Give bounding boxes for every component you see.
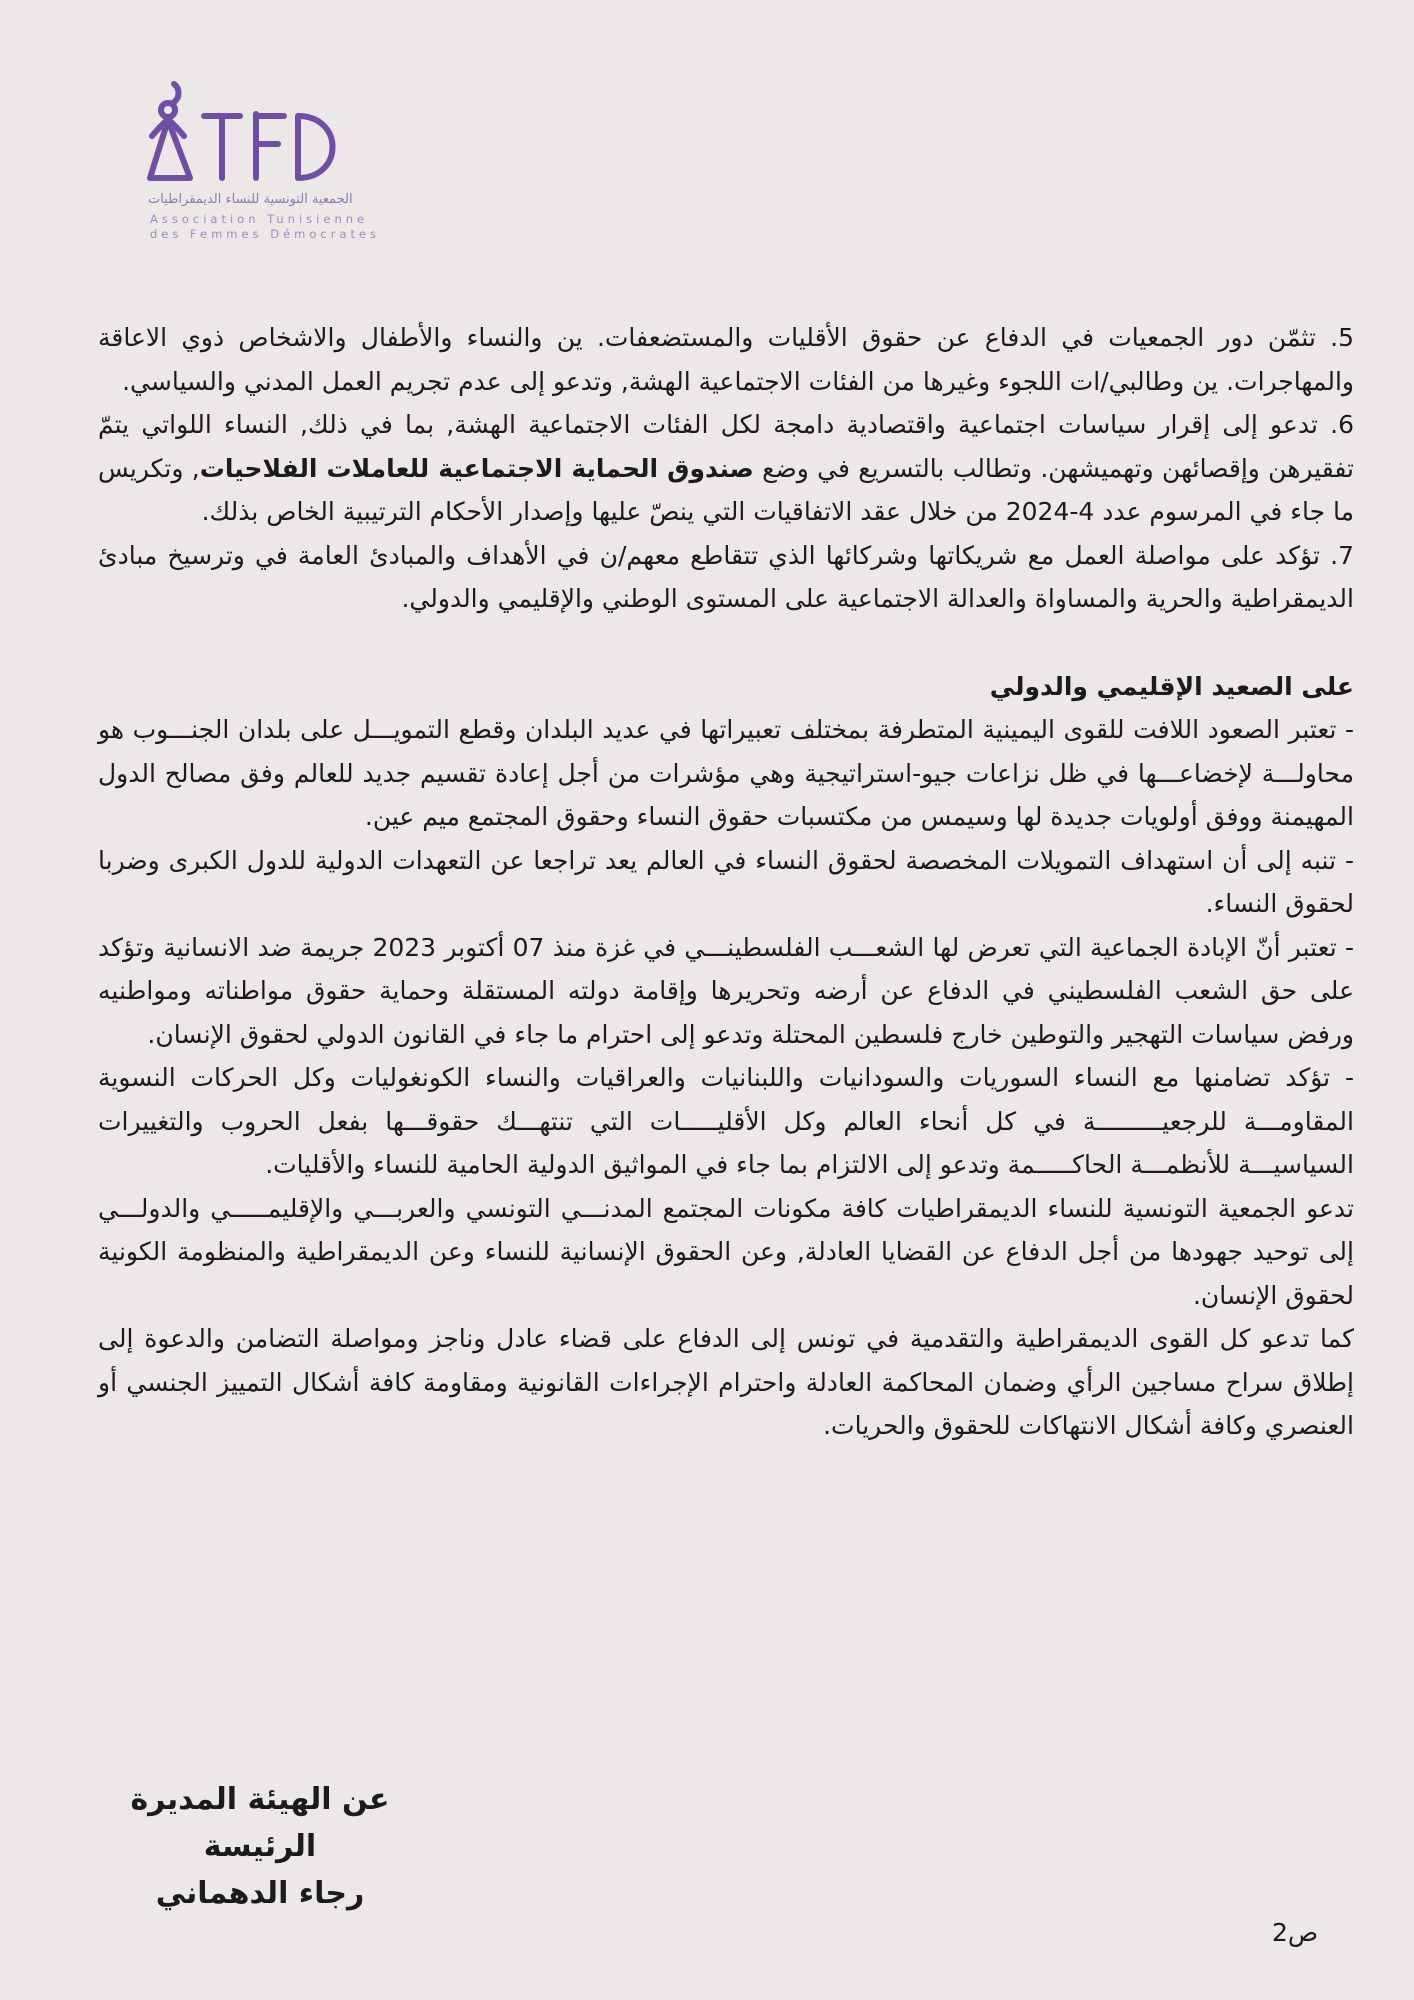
atfd-logo <box>140 78 410 248</box>
document-body <box>98 316 1354 1448</box>
logo-french-name: Association Tunisienne des Femmes Démocrates <box>150 212 381 241</box>
call-civil-society: تدعو الجمعية التونسية للنساء الديمقراطيات كافة مكونات المجتمع المدنـــي التونسي والعربـــي والإقليمـــــي والدولـــي إلى توحيد جهودها من أجل الدفاع عن القضايا العادلة, وعن الحقوق الإنسانية للنساء وعن الديمقراطية والمنظومة الكونية لحقوق الإنسان. <box>98 1193 1354 1310</box>
fund-name: صندوق الحماية الاجتماعية للعاملات الفلاحيات <box>199 453 754 483</box>
spacer <box>98 621 1354 665</box>
item-6: 6. تدعو إلى إقرار سياسات اجتماعية واقتصادية دامجة لكل الفئات الاجتماعية الهشة, بما في ذلك, النساء اللواتي يتمّ تفقيرهن وإقصائهن وتهميشهن. وتطالب بالتسريع في وضع صندوق الحماية الاجتماعية للعاملات الفلاحيات, وتكريس ما جاء في المرسوم عدد 4-2024 من خلال عقد الاتفاقيات التي ينصّ عليها وإصدار الأحكام الترتيبية الخاص بذلك. <box>98 410 1354 526</box>
section-heading: على الصعيد الإقليمي والدولي <box>989 671 1354 701</box>
bullet-palestine: - تعتبر أنّ الإبادة الجماعية التي تعرض لها الشعـــب الفلسطينـــي في غزة منذ 07 أكتوبر 2023 جريمة ضد الانسانية وتؤكد على حق الشعب الفلسطيني في الدفاع عن أرضه وتحريرها وإقامة دولته المستقلة وحماية حقوق مواطناته ومواطنيه ورفض سياسات التهجير والتوطين خارج فلسطين المحتلة وتدعو إلى احترام ما جاء في القانون الدولي لحقوق الإنسان. <box>98 932 1354 1049</box>
page-number: ص2 <box>1272 1918 1319 1947</box>
item-5: 5. تثمّن دور الجمعيات في الدفاع عن حقوق الأقليات والمستضعفات. ين والنساء والأطفال والاشخاص ذوي الاعاقة والمهاجرات. ين وطالبي/ات اللجوء وغيرها من الفئات الاجتماعية الهشة, وتدعو إلى عدم تجريم العمل المدني والسياسي. <box>98 323 1354 396</box>
signature-line-board: عن الهيئة المديرة <box>130 1782 390 1817</box>
logo-arabic-name: الجمعية التونسية للنساء الديمقراطيات <box>148 192 353 207</box>
signature-line-role: الرئيسة <box>203 1829 317 1864</box>
logo-wordmark <box>144 78 344 190</box>
signature-block <box>100 1776 420 1917</box>
bullet-solidarity: - تؤكد تضامنها مع النساء السوريات والسودانيات واللبنانيات والعراقيات والنساء الكونغوليات وكل الحركات النسوية المقاومـــة للرجعيـــــــــة في كل أنحاء العالم وكل الأقليـــــات التي تنتهـــك حقوقـــها بفعل الحروب والتغييرات السياسيـــة للأنظمـــة الحاكـــــمة وتدعو إلى الالتزام بما جاء في المواثيق الدولية الحامية للنساء والأقليات. <box>98 1063 1354 1179</box>
call-democratic-forces: كما تدعو كل القوى الديمقراطية والتقدمية في تونس إلى الدفاع على قضاء عادل وناجز ومواصلة التضامن والدعوة إلى إطلاق سراح مساجين الرأي وضمان المحاكمة العادلة واحترام الإجراءات القانونية ومقاومة كافة أشكال التمييز الجنسي أو العنصري وكافة أشكال الانتهاكات للحقوق والحريات. <box>98 1324 1354 1440</box>
bullet-funding: - تنبه إلى أن استهداف التمويلات المخصصة لحقوق النساء في العالم يعد تراجعا عن التعهدات الدولية للدول الكبرى وضربا لحقوق النساء. <box>98 845 1354 918</box>
bullet-far-right: - تعتبر الصعود اللافت للقوى اليمينية المتطرفة بمختلف تعبيراتها في عديد البلدان وقطع التمويـــل على بلدان الجنـــوب هو محاولـــة لإخضاعـــها في ظل نزاعات جيو-استراتيجية وهي مؤشرات من أجل إعادة تقسيم جديد للعالم وفق مصالح الدول المهيمنة ووفق أولويات جديدة لها وسيمس من مكتسبات حقوق النساء وحقوق المجتمع ميم عين. <box>98 715 1354 831</box>
item-7: 7. تؤكد على مواصلة العمل مع شريكاتها وشركائها الذي تتقاطع معهم/ن في الأهداف والمبادئ العامة في وترسيخ مبادئ الديمقراطية والحرية والمساواة والعدالة الاجتماعية على المستوى الوطني والإقليمي والدولي. <box>98 540 1354 613</box>
signature-line-name: رجاء الدهماني <box>155 1876 365 1911</box>
